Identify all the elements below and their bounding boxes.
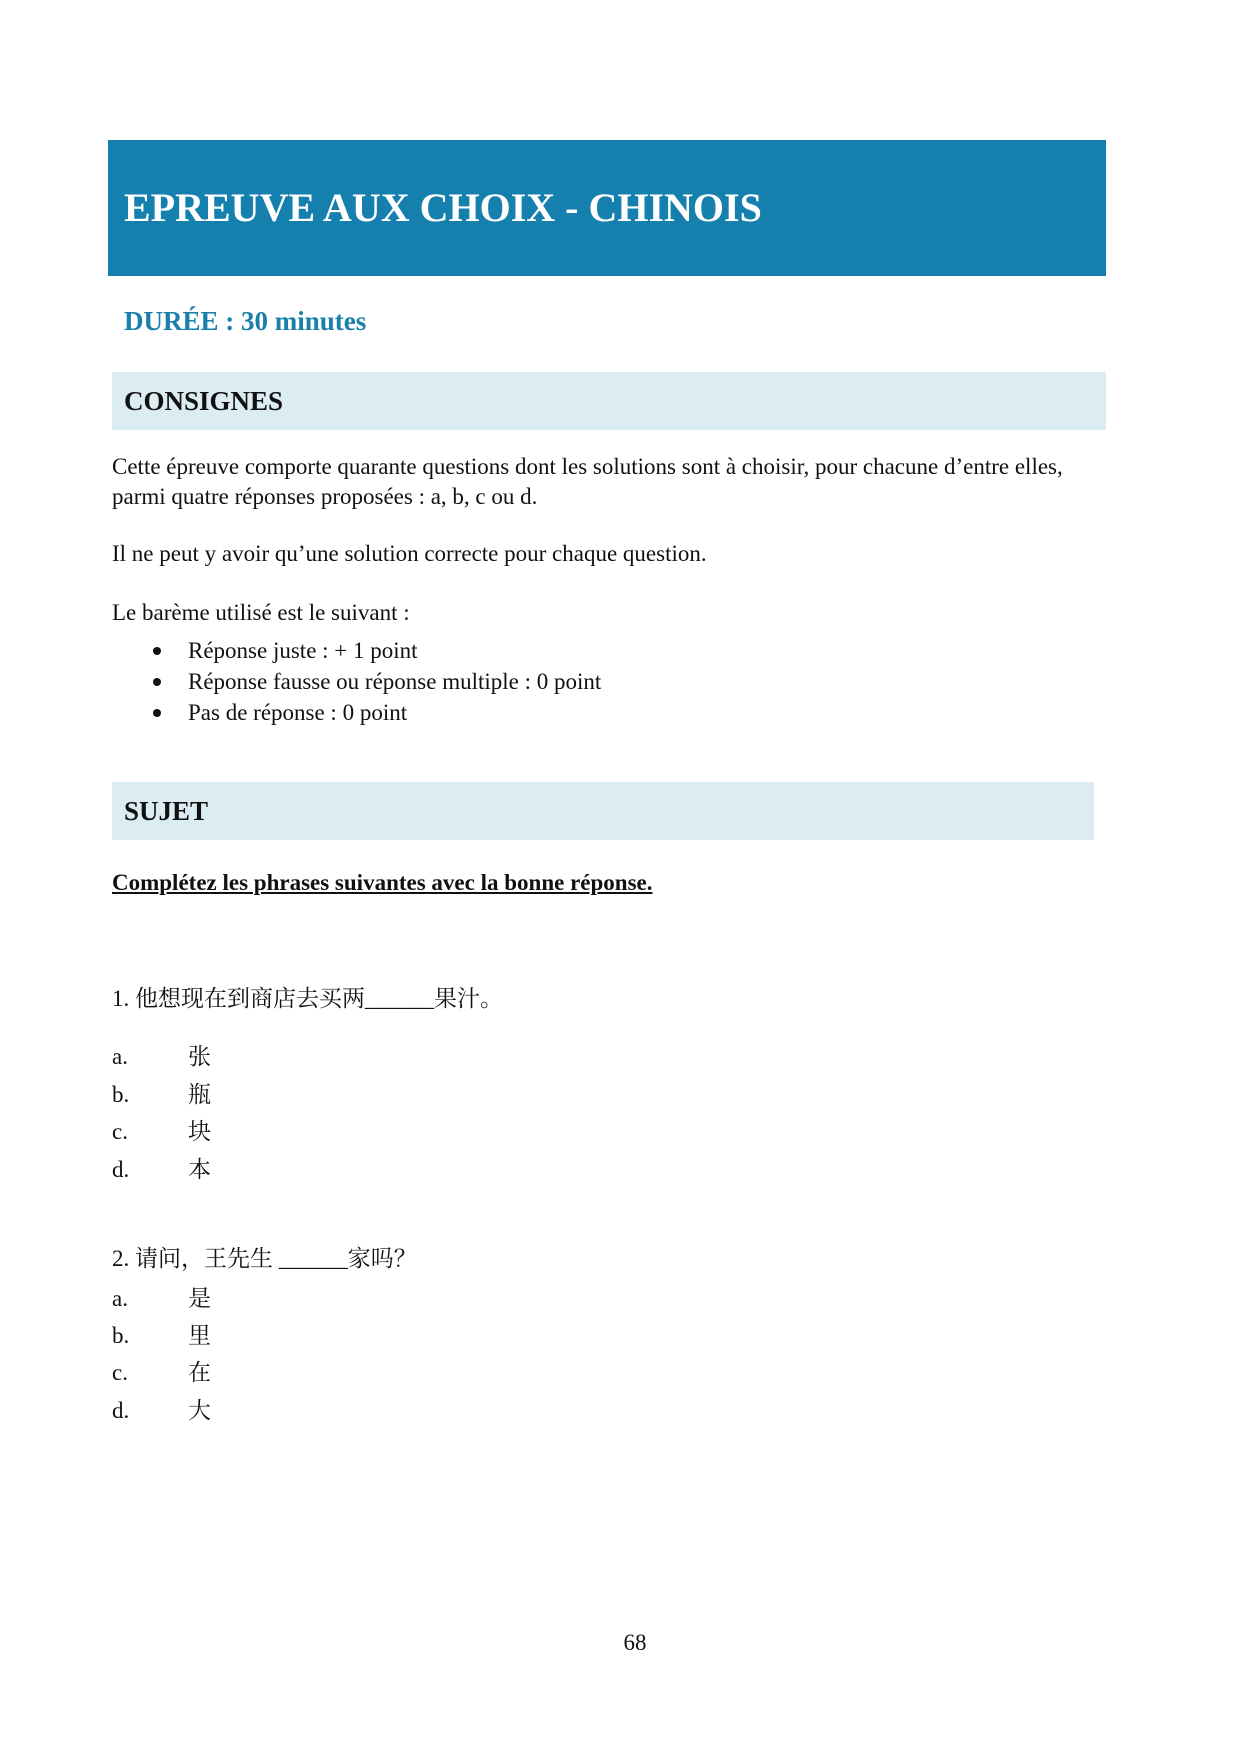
question-2-option-b[interactable]: [112, 1317, 211, 1350]
bareme-list: [112, 635, 601, 728]
question-1-option-a[interactable]: [112, 1038, 211, 1071]
option-text: 大: [188, 1398, 211, 1423]
question-2-option-c[interactable]: [112, 1354, 211, 1387]
title-banner: [108, 140, 1106, 276]
question-1-option-d[interactable]: [112, 1151, 211, 1184]
option-text: 里: [188, 1323, 211, 1348]
option-letter: c.: [112, 1119, 128, 1144]
consignes-section-header: [112, 372, 1106, 430]
option-text: 是: [188, 1286, 211, 1311]
option-letter: b.: [112, 1323, 130, 1348]
question-2-option-a[interactable]: [112, 1280, 211, 1313]
question-1-option-b[interactable]: [112, 1076, 211, 1109]
option-text: 本: [188, 1157, 211, 1182]
question-1-text: 1. 他想现在到商店去买两______果汁。: [112, 986, 503, 1011]
option-letter: b.: [112, 1082, 130, 1107]
option-letter: d.: [112, 1398, 130, 1423]
bullet-icon: [153, 647, 161, 655]
page-title: EPREUVE AUX CHOIX - CHINOIS: [124, 185, 762, 230]
option-letter: d.: [112, 1157, 130, 1182]
consignes-heading: CONSIGNES: [124, 386, 284, 416]
consignes-paragraph-1-line-2: parmi quatre réponses proposées : a, b, c ou d.: [112, 484, 538, 509]
bullet-icon: [153, 709, 161, 717]
bareme-item-text: Réponse fausse ou réponse multiple : 0 point: [188, 669, 602, 694]
question-2-option-d[interactable]: [112, 1392, 211, 1425]
option-letter: a.: [112, 1044, 128, 1069]
bullet-icon: [153, 678, 161, 686]
option-text: 在: [188, 1360, 211, 1385]
option-text: 张: [188, 1044, 211, 1069]
sujet-section-header: [112, 782, 1094, 840]
bareme-item-text: Réponse juste : + 1 point: [188, 638, 418, 663]
sujet-instruction: Complétez les phrases suivantes avec la bonne réponse.: [112, 870, 653, 895]
list-item: [112, 666, 601, 697]
option-letter: c.: [112, 1360, 128, 1385]
option-text: 瓶: [188, 1082, 211, 1107]
question-1-option-c[interactable]: [112, 1113, 211, 1146]
sujet-heading: SUJET: [124, 796, 209, 826]
option-text: 块: [188, 1119, 211, 1144]
consignes-paragraph-1-line-1: Cette épreuve comporte quarante questions dont les solutions sont à choisir, pour chacune d’entre elles,: [112, 454, 1063, 479]
bareme-intro: Le barème utilisé est le suivant :: [112, 600, 410, 625]
list-item: [112, 635, 601, 666]
option-letter: a.: [112, 1286, 128, 1311]
bareme-item-text: Pas de réponse : 0 point: [188, 700, 408, 725]
question-2-text: 2. 请问，王先生 ______家吗？: [112, 1246, 417, 1271]
consignes-paragraph-2: Il ne peut y avoir qu’une solution correcte pour chaque question.: [112, 541, 707, 566]
duration-label: DURÉE : 30 minutes: [124, 306, 367, 336]
list-item: [112, 697, 601, 728]
page-number: 68: [623, 1630, 647, 1655]
